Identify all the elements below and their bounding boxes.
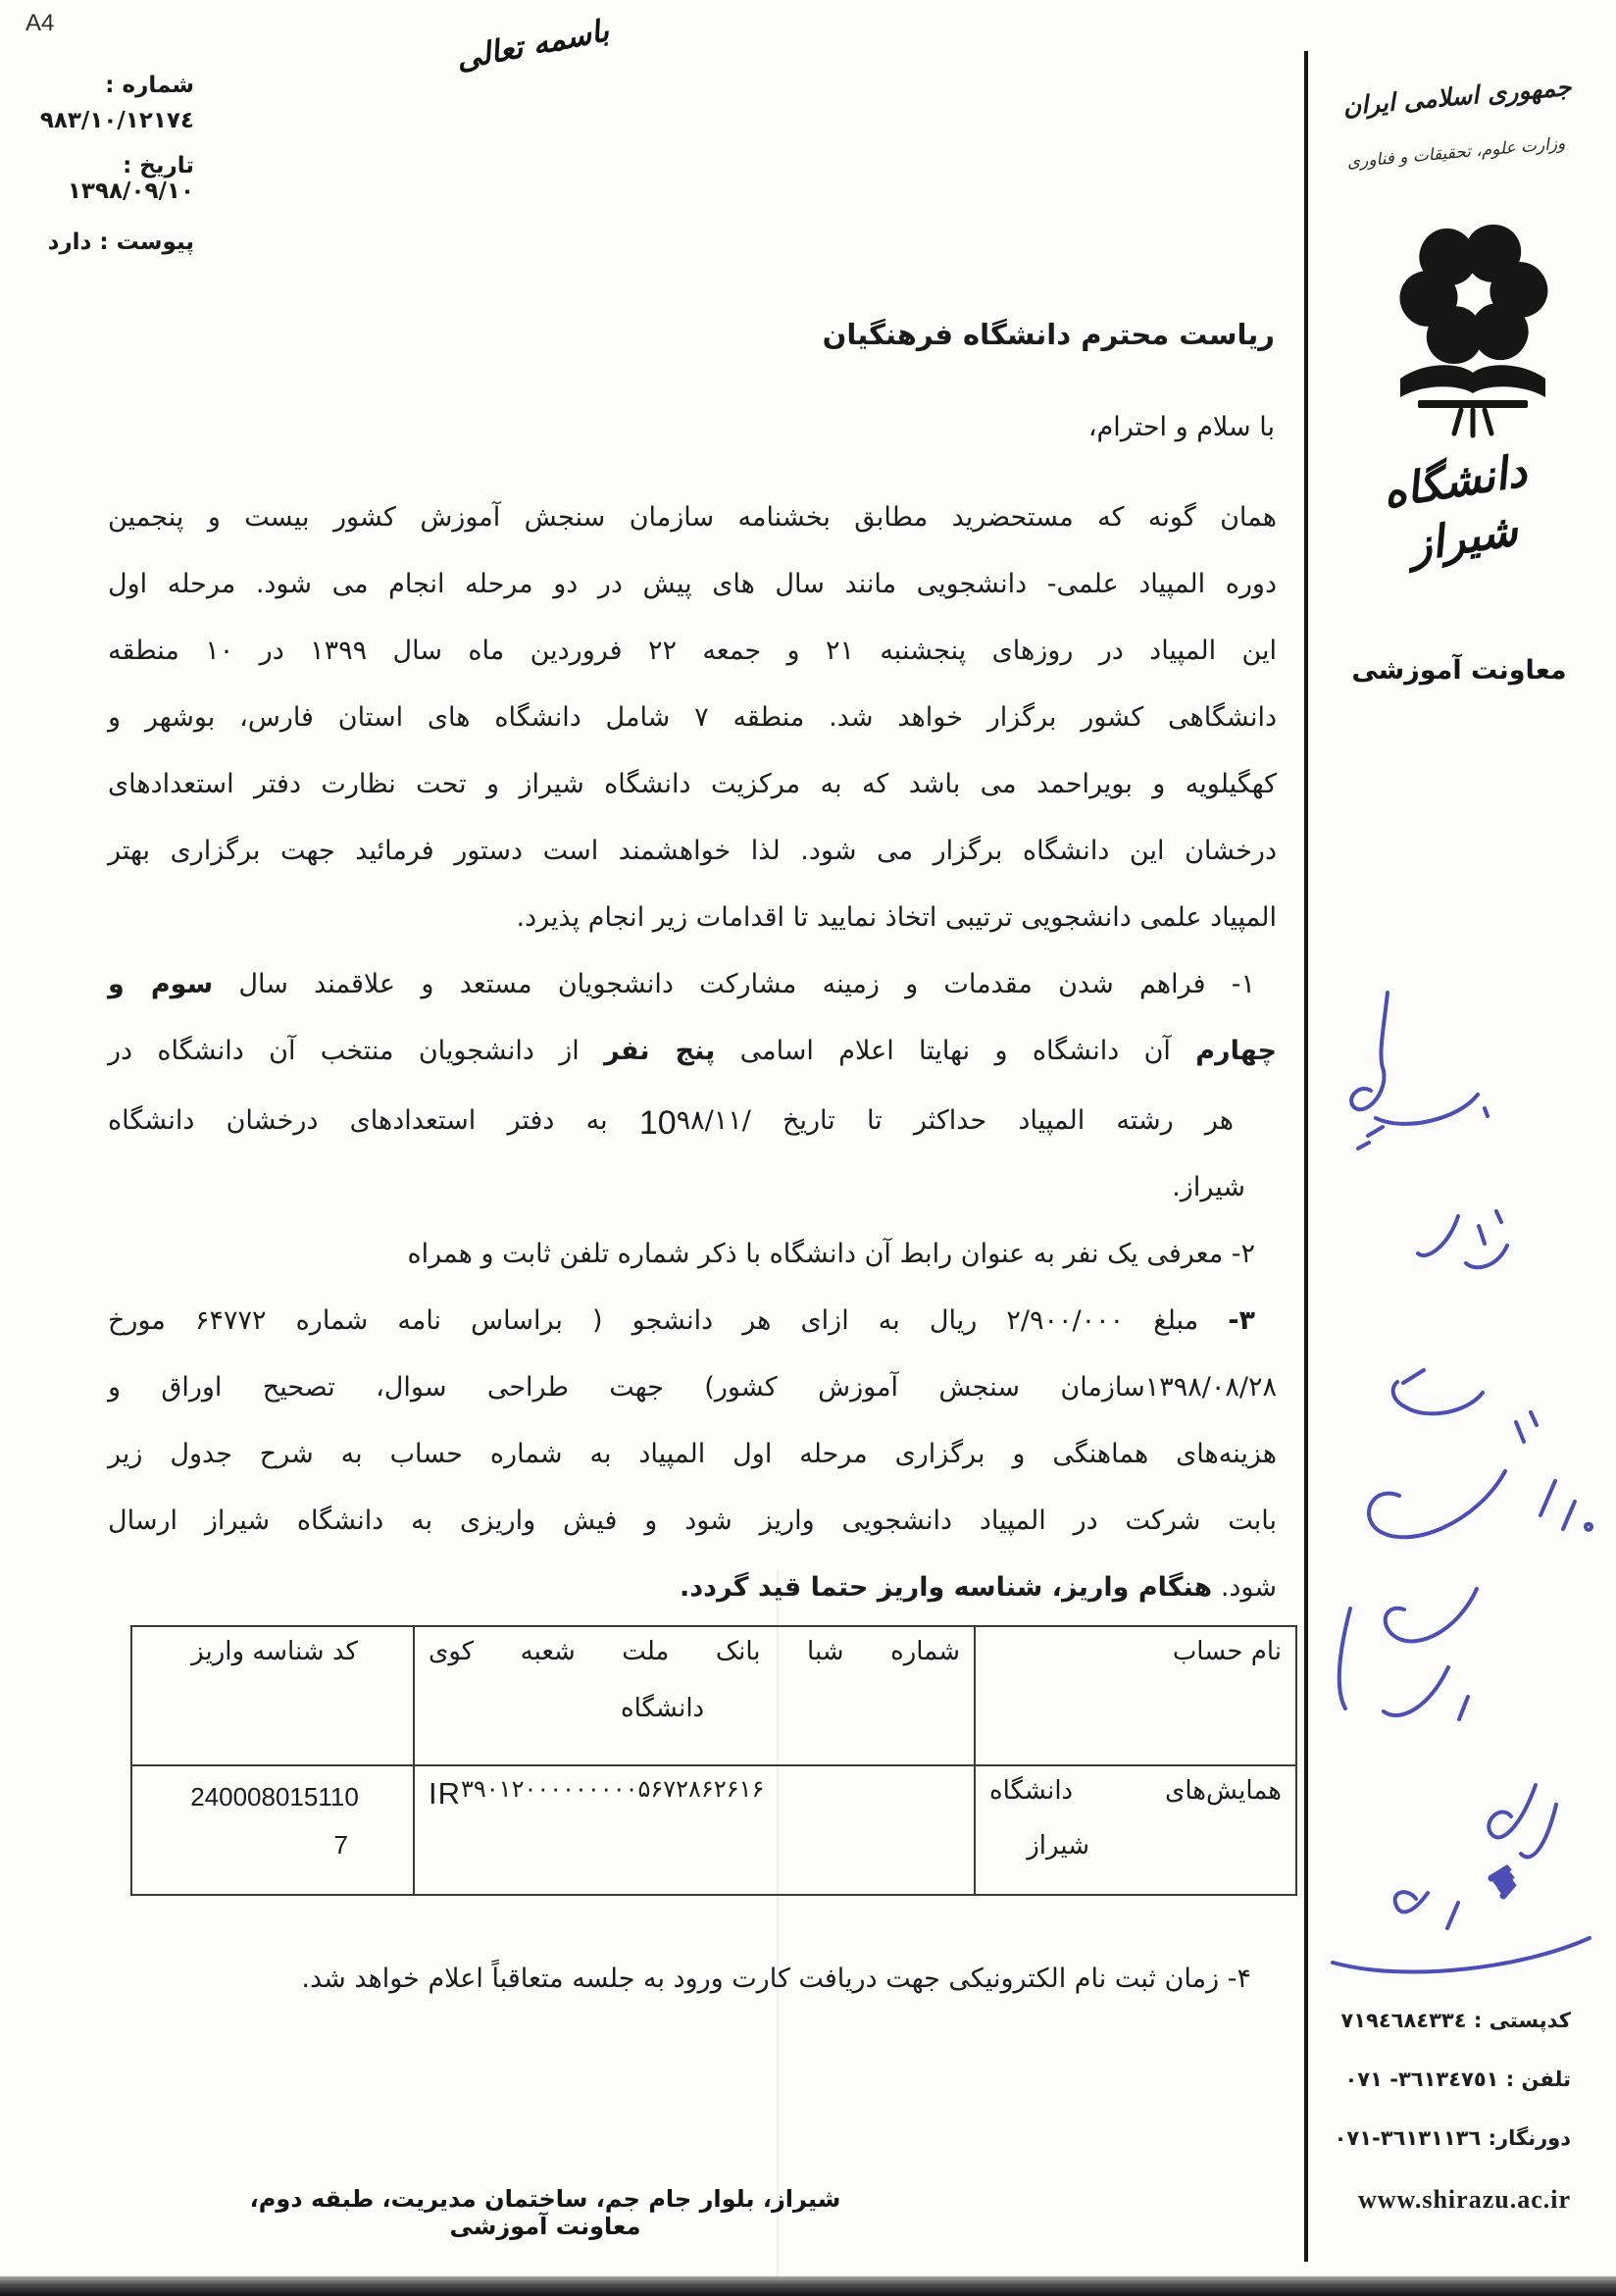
letter-body [108,485,1277,1621]
vertical-divider [1304,51,1308,2262]
government-header: جمهوری اسلامی ایران [1341,72,1573,122]
header-account-name: نام حساب [974,1627,1295,1764]
letter-line: این المپیاد در روزهای پنجشنبه ۲۱ و جمعه ۲۲ فروردین ماه سال ۱۳۹۹ در ۱۰ منطقه [108,636,1278,666]
table-data-row [132,1766,1295,1894]
department-title: معاونت آموزشی [1351,655,1567,686]
scanner-edge-shadow [0,2276,1616,2296]
header-deposit-code: کد شناسه واریز [191,1637,358,1666]
letter-line: همان گونه که مستحضرید مطابق بخشنامه سازمان سنجش آموزش کشور بیست و پنجمین [108,502,1277,533]
letter-line: دوره المپیاد علمی- دانشجویی مانند سال های پیش در دو مرحله انجام می شود. مرحله اول [108,569,1277,599]
postal-code: کدپستی : ٧١٩٤٦٨٤٣٣٤ [1340,2009,1571,2032]
bank-account-table [130,1625,1297,1896]
cell-account-name: همایش‌های دانشگاه شیراز [974,1766,1295,1894]
recipient-title: ریاست محترم دانشگاه فرهنگیان [822,318,1275,351]
letter-line: المپیاد علمی دانشجویی ترتیبی اتخاذ نمایید تا اقدامات زیر انجام پذیرد. [516,902,1277,933]
letter-line: کهگیلویه و بویراحمد می باشد که به مرکزیت دانشگاه شیراز و تحت نظارت دفتر استعدادهای [108,769,1277,799]
bismillah-calligraphy: باسمه تعالی [453,13,612,77]
phone-number: تلفن : ٣٦١٣٤٧٥١- ٠٧١ [1344,2067,1571,2091]
footer-address: شیراز، بلوار جام جم، ساختمان مدیریت، طبقه دوم، معاونت آموزشی [249,2185,841,2240]
letter-line: ۱۳۹۸/۰۸/۲۸سازمان سنجش آموزش کشور) جهت طراحی سوال، تصحیح اوراق و [108,1372,1277,1403]
letter-line: هزینه‌های هماهنگی و برگزاری مرحله اول المپیاد به شماره حساب به شرح جدول زیر [108,1439,1277,1469]
letter-attachment: پیوست : دارد [47,230,194,255]
fax-number: دورنگار: ٣٦١٣١١٣٦-٠٧١ [1334,2126,1571,2150]
letter-line: دانشگاهی کشور برگزار خواهد شد. منطقه ۷ شامل دانشگاه های استان فارس، بوشهر و [108,702,1277,733]
letter-line: درخشان این دانشگاه برگزار می شود. لذا خواهشمند است دستور فرمائید جهت برگزاری بهتر [108,836,1277,866]
website-url: www.shirazu.ac.ir [1357,2185,1571,2214]
ministry-header: وزارت علوم، تحقیقات و فناوری [1345,133,1567,173]
letter-line: هر رشته المپیاد حداکثر تا تاریخ ۹۸/۱۱/10 به دفتر استعدادهای درخشان دانشگاه [108,1104,1234,1142]
salutation: با سلام و احترام، [1087,412,1275,442]
table-header-row [132,1627,1295,1766]
letter-line: چهارم آن دانشگاه و نهایتا اعلام اسامی پنج نفر از دانشجویان منتخب آن دانشگاه در [108,1036,1278,1066]
letter-line: شیراز. [1172,1172,1245,1202]
letter-line: ۴- زمان ثبت نام الکترونیکی جهت دریافت کارت ورود به جلسه متعاقباً اعلام خواهد شد. [301,1964,1251,1994]
letter-number-label: شماره : [105,73,194,98]
letter-meta-block [22,73,194,255]
letter-line: ۱- فراهم شدن مقدمات و زمینه مشارکت دانشجویان مستعد و علاقمند سال سوم و [108,969,1255,999]
letter-number-value: ٩٨٣/١٠/١٢١٧٤ [39,108,194,133]
paper-size-label: A4 [25,10,55,36]
letter-item-4 [114,1950,1251,2009]
cell-deposit-code: 240008015110 7 [190,1782,359,1860]
university-logo [1371,196,1577,441]
header-iban: شماره شبا بانک ملت شعبه کوی دانشگاه [413,1627,974,1764]
contact-block [1316,2009,1571,2250]
letter-line: بابت شرکت در المپیاد دانشجویی واریز شود و فیش واریزی به دانشگاه شیراز ارسال [108,1505,1277,1536]
letter-line: ۲- معرفی یک نفر به عنوان رابط آن دانشگاه با ذکر شماره تلفن ثابت و همراه [407,1239,1255,1269]
letter-date: تاریخ : ١٣٩٨/٠٩/١٠ [67,153,194,204]
handwritten-annotation [1309,922,1615,1991]
letter-line: ۳- مبلغ ۲/۹۰۰/۰۰۰ ریال به ازای هر دانشجو ( براساس نامه شماره ۶۴۷۷۲ مورخ [108,1305,1255,1336]
paper-fold-line [777,1569,779,2285]
cell-iban: IR۳۹۰۱۲۰۰۰۰۰۰۰۰۰۵۶۷۲۸۶۲۶۱۶ [413,1766,974,1894]
letter-line: شود. هنگام واریز، شناسه واریز حتما قید گردد. [680,1572,1277,1603]
university-name-calligraphy: دانشگاه شیراز [1379,444,1531,572]
